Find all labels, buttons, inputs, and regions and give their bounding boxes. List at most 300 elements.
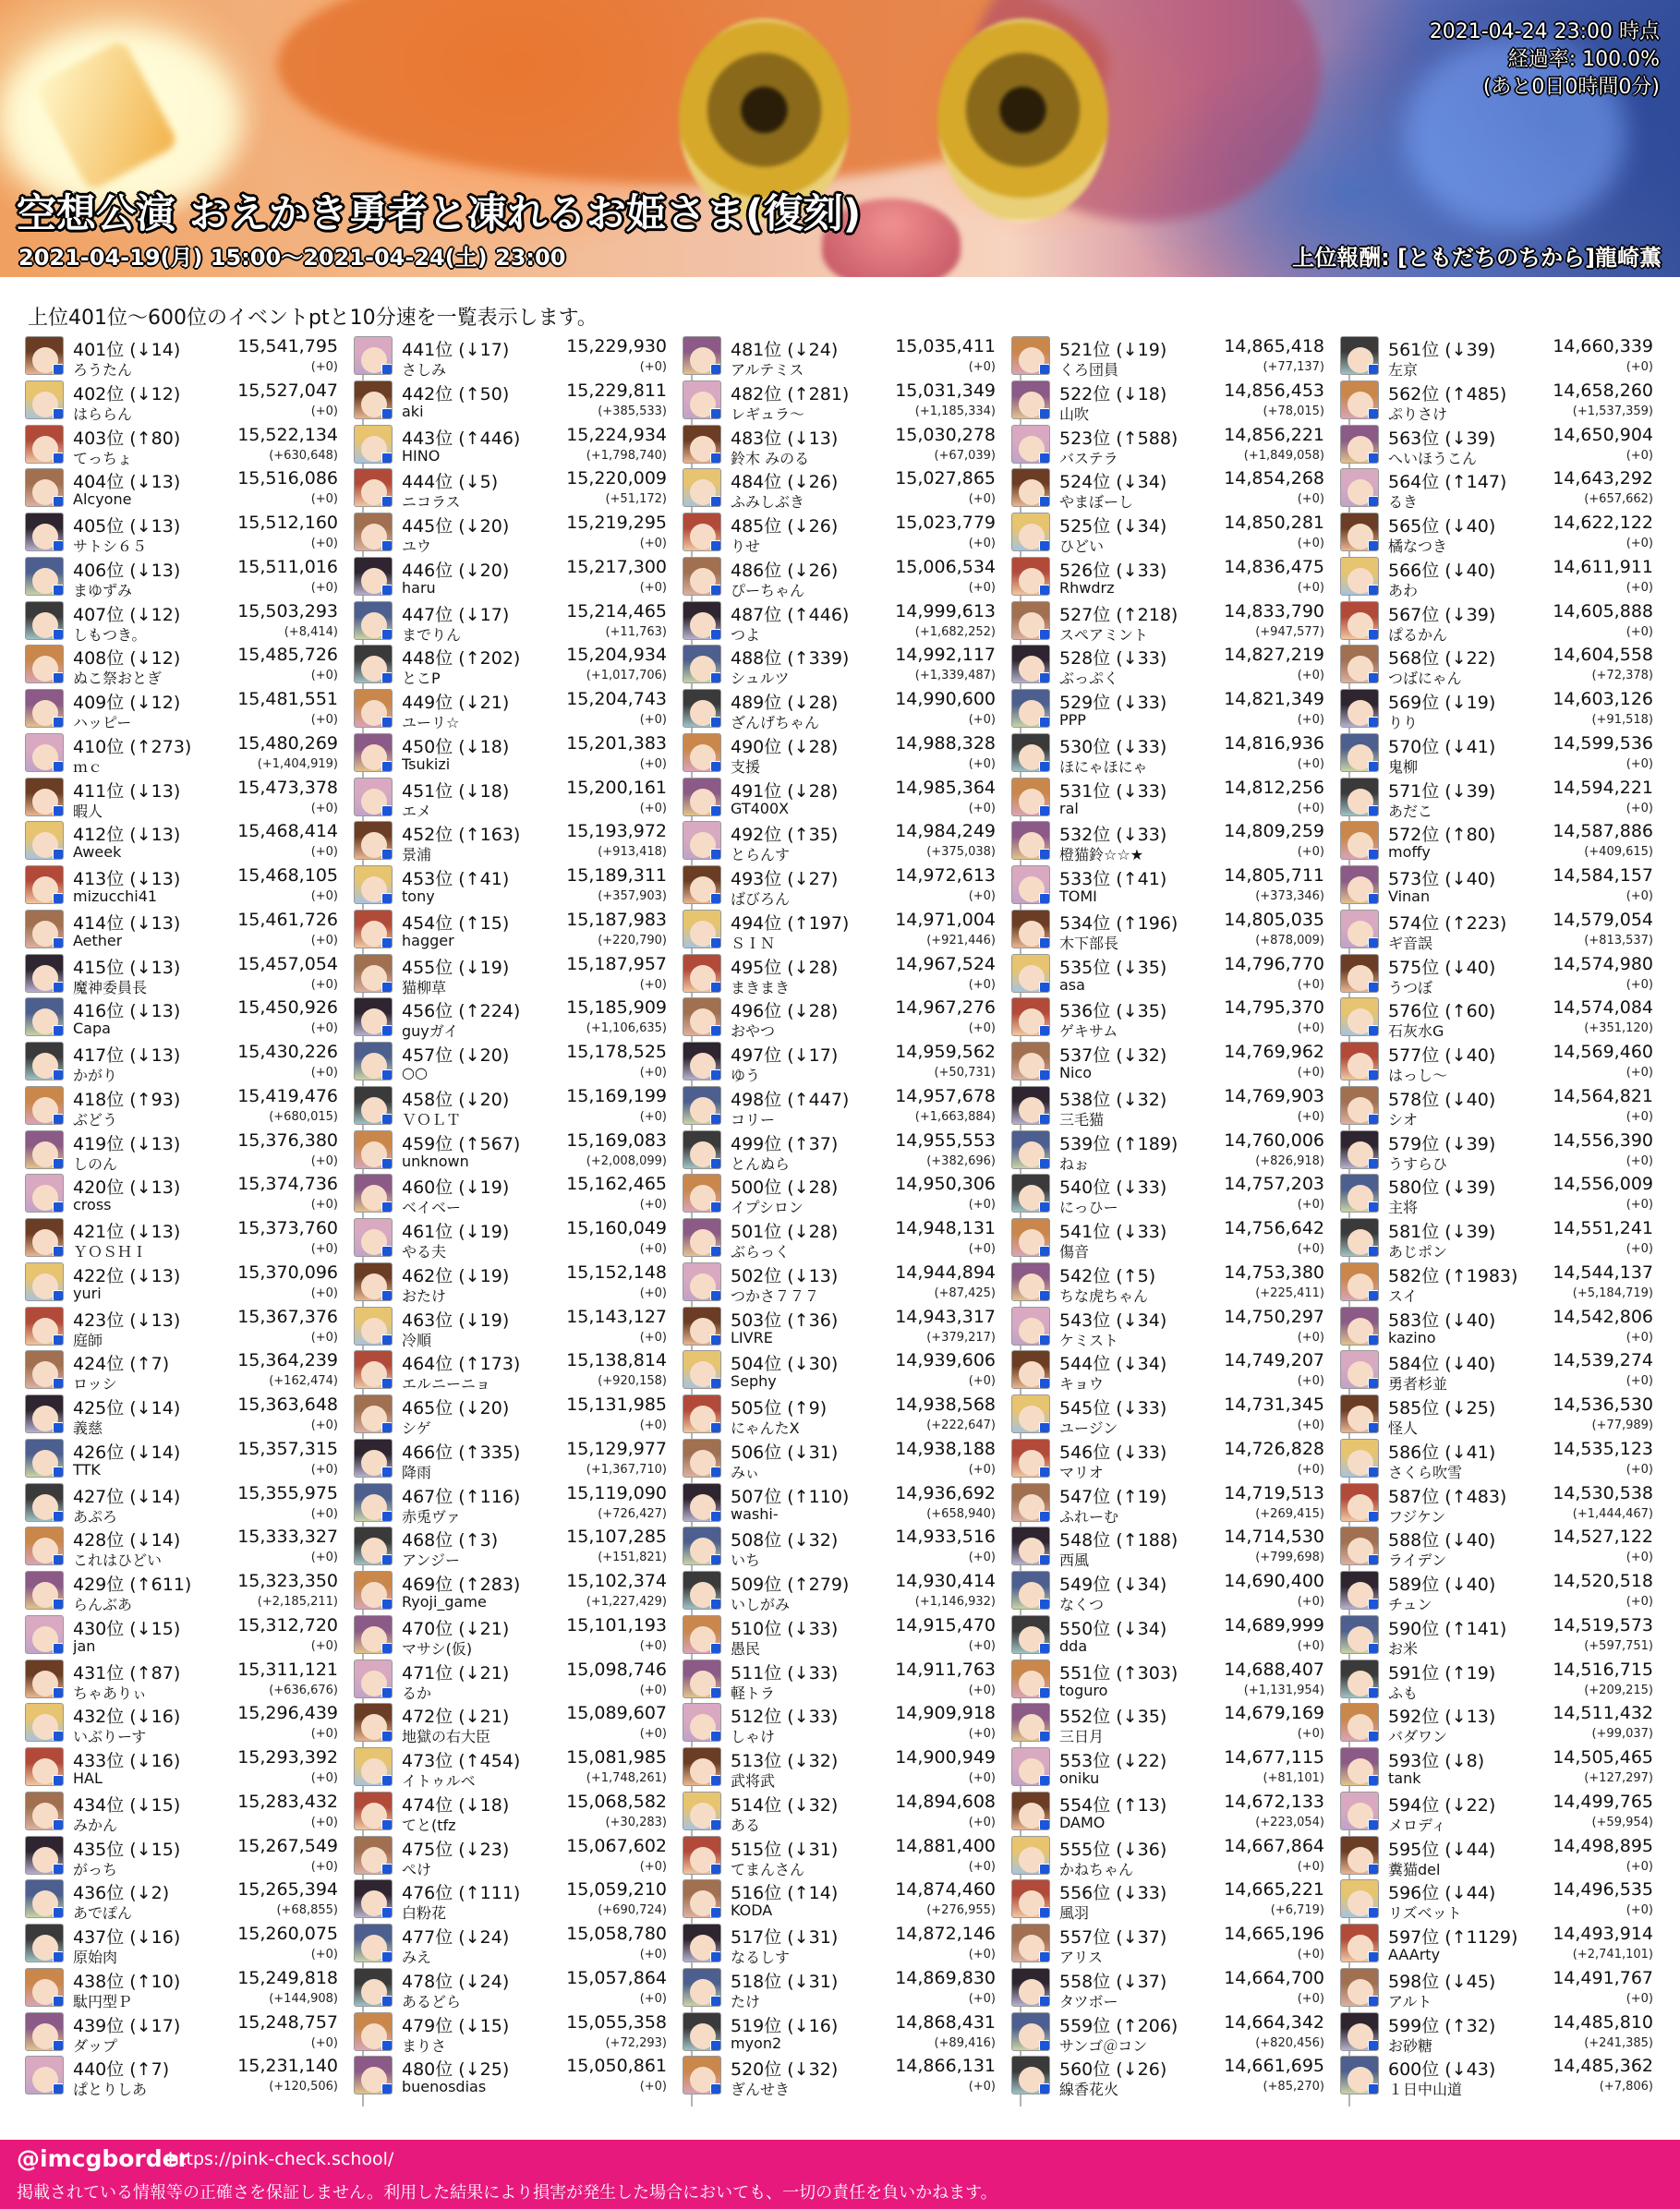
producer-name: まきまき [731,979,791,996]
card-type-badge-icon [53,1290,64,1301]
ranking-entry [351,2010,671,2054]
ranking-entry [351,1128,671,1172]
idol-avatar-icon [1340,2056,1379,2094]
site-url-link[interactable]: https://pink-check.school/ [168,2149,394,2169]
card-type-badge-icon [381,1422,393,1433]
event-points: 14,959,562 [895,1042,996,1062]
producer-name: 愚民 [731,1640,761,1658]
ranking-entry [1337,465,1657,510]
ranking-entry [351,554,671,598]
idol-avatar-icon [683,1307,721,1346]
ten-minute-speed: (+151,821) [598,1551,667,1564]
event-points: 14,865,418 [1224,336,1324,356]
event-points: 14,805,711 [1224,865,1324,886]
producer-name: ロッシ [73,1375,117,1393]
ranking-entry [22,2053,342,2097]
rank-label: 557位 (↓37) [1059,1927,1167,1948]
rank-label: 558位 (↓37) [1059,1972,1167,1992]
producer-name: うつぼ [1388,979,1433,996]
rank-label: 459位 (↑567) [402,1134,521,1154]
event-points: 15,214,465 [566,601,667,622]
ten-minute-speed: (+0) [1626,978,1653,992]
ranking-entry [351,1657,671,1701]
event-points: 15,480,269 [237,733,338,754]
ten-minute-speed: (+2,185,211) [257,1595,338,1609]
card-type-badge-icon [710,1864,721,1875]
card-type-badge-icon [381,1643,393,1654]
rank-label: 569位 (↓19) [1388,693,1496,713]
card-type-badge-icon [1368,1511,1379,1522]
idol-avatar-icon [354,468,393,507]
ranking-entry [1009,1171,1328,1215]
rank-label: 467位 (↑116) [402,1487,521,1507]
ten-minute-speed: (+0) [1626,537,1653,550]
rank-label: 561位 (↓39) [1388,340,1496,360]
idol-avatar-icon [683,997,721,1036]
rank-label: 466位 (↑335) [402,1442,521,1463]
card-type-badge-icon [1039,1599,1050,1610]
producer-name: りり [1388,714,1419,731]
idol-avatar-icon [1340,601,1379,640]
event-points: 14,874,460 [895,1879,996,1900]
producer-name: かがり [73,1067,118,1084]
idol-avatar-icon [354,1747,393,1786]
idol-avatar-icon [25,910,64,948]
ten-minute-speed: (+1,131,954) [1243,1684,1324,1697]
ten-minute-speed: (+0) [310,1154,338,1168]
producer-name: Aweek [73,843,122,861]
idol-avatar-icon [683,1660,721,1698]
ten-minute-speed: (+0) [968,1684,996,1697]
ten-minute-speed: (+225,411) [1255,1286,1324,1300]
idol-avatar-icon [1340,997,1379,1036]
producer-name: みかん [73,1817,118,1834]
producer-name: 駄円型Ｐ [73,1993,133,2010]
event-points: 15,485,726 [237,645,338,665]
ranking-entry [22,1260,342,1304]
ranking-entry [351,1392,671,1436]
ten-minute-speed: (+1,106,635) [586,1021,667,1035]
event-points: 15,229,930 [566,336,667,356]
producer-name: あわ [1388,582,1419,599]
ranking-entry [1337,863,1657,907]
idol-avatar-icon [354,1483,393,1522]
idol-avatar-icon [25,1262,64,1301]
idol-avatar-icon [1340,645,1379,683]
rank-label: 458位 (↓20) [402,1090,510,1110]
ranking-entry [351,818,671,863]
rank-label: 438位 (↑10) [73,1972,181,1992]
rank-label: 497位 (↓17) [731,1045,839,1066]
rank-label: 420位 (↓13) [73,1177,181,1198]
ten-minute-speed: (+0) [1626,581,1653,595]
producer-name: cross [73,1196,112,1213]
rank-label: 537位 (↓32) [1059,1045,1167,1066]
idol-avatar-icon [1011,778,1050,816]
event-points: 15,468,414 [237,821,338,841]
ranking-entry [1337,2053,1657,2097]
card-type-badge-icon [710,1158,721,1169]
producer-name: とこP [402,670,441,687]
rank-label: 504位 (↓30) [731,1354,839,1374]
ten-minute-speed: (+0) [1626,889,1653,903]
idol-avatar-icon [1340,1703,1379,1742]
event-points: 15,419,476 [237,1086,338,1106]
rank-label: 431位 (↑87) [73,1663,181,1684]
ranking-entry [22,1524,342,1568]
ranking-entry [1009,1436,1328,1480]
event-points: 15,323,350 [237,1571,338,1591]
producer-name: とんぬら [731,1155,791,1173]
ranking-entry [22,1789,342,1833]
ranking-entry [351,2053,671,2097]
producer-name: 鬼柳 [1388,758,1419,776]
ranking-entry [351,995,671,1039]
idol-avatar-icon [1011,336,1050,375]
ten-minute-speed: (+78,015) [1263,404,1324,418]
rank-label: 444位 (↓5) [402,472,499,492]
event-points: 15,187,957 [566,954,667,974]
ranking-entry [1337,1128,1657,1172]
event-points: 14,866,131 [895,2056,996,2076]
event-points: 14,611,911 [1553,557,1653,577]
producer-name: Aether [73,932,123,949]
ten-minute-speed: (+385,533) [598,404,667,418]
producer-name: haru [402,579,436,597]
ranking-entry [22,1877,342,1921]
producer-name: ユウ [402,537,432,555]
twitter-handle-link[interactable]: @imcgborder [17,2145,189,2172]
producer-name: 主将 [1388,1199,1419,1216]
ranking-column [680,333,999,2107]
ranking-entry [351,1789,671,1833]
ten-minute-speed: (+0) [1626,1374,1653,1388]
ranking-entry [680,378,999,422]
event-points: 14,690,400 [1224,1571,1324,1591]
ten-minute-speed: (+269,415) [1255,1507,1324,1521]
card-type-badge-icon [1039,585,1050,596]
card-type-badge-icon [53,982,64,993]
event-points: 15,516,086 [237,468,338,489]
ranking-entry [1337,1039,1657,1083]
idol-avatar-icon [1340,336,1379,375]
producer-name: てっちょ [73,450,133,467]
producer-name: チュン [1388,1596,1432,1613]
event-points: 15,512,160 [237,513,338,533]
ten-minute-speed: (+0) [639,1418,667,1432]
ranking-entry [22,1965,342,2010]
producer-name: イプシロン [731,1199,804,1216]
event-points: 14,796,770 [1224,954,1324,974]
event-points: 15,367,376 [237,1307,338,1327]
idol-avatar-icon [683,336,721,375]
ten-minute-speed: (+1,146,932) [914,1595,996,1609]
ten-minute-speed: (+120,506) [269,2080,338,2094]
rank-label: 405位 (↓13) [73,516,181,537]
event-points: 15,169,083 [566,1130,667,1151]
rank-label: 523位 (↑588) [1059,429,1178,449]
event-points: 15,527,047 [237,380,338,401]
rank-label: 544位 (↓34) [1059,1354,1167,1374]
ten-minute-speed: (+0) [1297,757,1324,771]
ranking-entry [1337,1436,1657,1480]
rank-label: 599位 (↑32) [1388,2016,1496,2036]
rank-label: 449位 (↓21) [402,693,510,713]
event-points: 14,872,146 [895,1924,996,1944]
event-points: 14,753,380 [1224,1262,1324,1283]
idol-avatar-icon [25,1924,64,1962]
rank-label: 471位 (↓21) [402,1663,510,1684]
ranking-entry [1009,730,1328,775]
idol-avatar-icon [683,468,721,507]
rank-label: 549位 (↓34) [1059,1575,1167,1595]
idol-avatar-icon [25,821,64,860]
card-type-badge-icon [1039,1554,1050,1565]
idol-avatar-icon [1011,1924,1050,1962]
producer-name: 西風 [1059,1551,1090,1569]
card-type-badge-icon [1039,629,1050,640]
idol-avatar-icon [25,601,64,640]
rank-label: 577位 (↓40) [1388,1045,1496,1066]
rank-label: 571位 (↓39) [1388,781,1496,802]
ten-minute-speed: (+1,367,710) [586,1463,667,1477]
rank-label: 513位 (↓32) [731,1751,839,1771]
producer-name: かねちゃん [1059,1861,1134,1878]
ten-minute-speed: (+0) [968,1639,996,1653]
idol-avatar-icon [25,513,64,551]
event-points: 14,491,767 [1553,1968,1653,1988]
event-points: 15,204,934 [566,645,667,665]
producer-name: Nico [1059,1064,1092,1081]
card-type-badge-icon [53,761,64,772]
idol-avatar-icon [1011,821,1050,860]
rank-label: 503位 (↑36) [731,1310,839,1331]
rank-label: 443位 (↑446) [402,429,521,449]
ranking-entry [1337,1480,1657,1525]
idol-avatar-icon [25,2012,64,2051]
card-type-badge-icon [710,364,721,375]
event-points: 14,664,700 [1224,1968,1324,1988]
rank-label: 597位 (↑1129) [1388,1927,1518,1948]
ranking-entry [22,1568,342,1612]
ten-minute-speed: (+85,270) [1263,2080,1324,2094]
idol-avatar-icon [354,1086,393,1125]
ten-minute-speed: (+1,339,487) [914,669,996,682]
producer-name: 傷音 [1059,1243,1090,1261]
idol-avatar-icon [1011,733,1050,772]
idol-avatar-icon [683,689,721,728]
rank-label: 494位 (↑197) [731,913,850,934]
card-type-badge-icon [1039,805,1050,816]
idol-avatar-icon [25,778,64,816]
ten-minute-speed: (+630,648) [269,449,338,463]
producer-name: なくつ [1059,1596,1105,1613]
ranking-entry [1009,1789,1328,1833]
ten-minute-speed: (+0) [310,404,338,418]
card-type-badge-icon [53,1775,64,1786]
event-points: 15,119,090 [566,1483,667,1503]
card-type-badge-icon [1039,937,1050,948]
ranking-entry [351,1700,671,1744]
event-points: 14,939,606 [895,1350,996,1370]
producer-name: ギ音誤 [1388,935,1433,952]
rank-label: 484位 (↓26) [731,472,839,492]
card-type-badge-icon [710,540,721,551]
card-type-badge-icon [1039,849,1050,860]
ten-minute-speed: (+0) [310,1816,338,1829]
ranking-entry [1009,1921,1328,1965]
rank-label: 512位 (↓33) [731,1707,839,1727]
rank-label: 462位 (↓19) [402,1266,510,1286]
ranking-entry [1337,1392,1657,1436]
rank-label: 536位 (↓35) [1059,1001,1167,1021]
idol-avatar-icon [25,865,64,904]
producer-name: やまぼーし [1059,493,1134,511]
card-type-badge-icon [1368,1246,1379,1257]
ranking-entry [1009,863,1328,907]
rank-label: 412位 (↓13) [73,825,181,845]
ten-minute-speed: (+59,954) [1591,1816,1653,1829]
producer-name: ざんげちゃん [731,714,820,731]
producer-name: 風羽 [1059,1904,1090,1922]
idol-avatar-icon [1340,821,1379,860]
event-points: 14,821,349 [1224,689,1324,709]
card-type-badge-icon [53,672,64,683]
ten-minute-speed: (+8,414) [284,625,338,639]
ten-minute-speed: (+0) [1297,492,1324,506]
card-type-badge-icon [381,982,393,993]
producer-name: やる夫 [402,1243,447,1261]
idol-avatar-icon [1340,1527,1379,1565]
ranking-entry [22,1171,342,1215]
event-points: 15,461,726 [237,910,338,930]
ten-minute-speed: (+0) [968,1816,996,1829]
ten-minute-speed: (+5,184,719) [1572,1286,1653,1300]
rank-label: 421位 (↓13) [73,1222,181,1242]
event-points: 15,152,148 [566,1262,667,1283]
event-points: 14,930,414 [895,1571,996,1591]
ranking-entry [1337,1083,1657,1128]
rank-label: 436位 (↓2) [73,1883,170,1903]
card-type-badge-icon [1039,1334,1050,1346]
event-points: 14,984,249 [895,821,996,841]
producer-name: TOMI [1059,887,1097,905]
event-points: 14,556,009 [1553,1174,1653,1194]
ranking-entry [22,333,342,378]
ranking-column [1337,333,1657,2107]
ten-minute-speed: (+1,227,429) [586,1595,667,1609]
ten-minute-speed: (+0) [968,1198,996,1212]
ranking-entry [1337,1612,1657,1657]
ranking-entry [680,1083,999,1128]
rank-label: 401位 (↓14) [73,340,181,360]
ten-minute-speed: (+0) [1297,1374,1324,1388]
producer-name: までりん [402,626,462,644]
producer-name: 橘なつき [1388,537,1448,555]
producer-name: お砂糖 [1388,2037,1433,2055]
event-points: 14,933,516 [895,1527,996,1547]
rank-label: 535位 (↓35) [1059,958,1167,978]
ranking-entry [351,1171,671,1215]
event-points: 14,944,894 [895,1262,996,1283]
rank-label: 481位 (↓24) [731,340,839,360]
card-type-badge-icon [710,1775,721,1786]
idol-avatar-icon [354,1968,393,2007]
card-type-badge-icon [381,1467,393,1478]
card-type-badge-icon [1368,629,1379,640]
producer-name: 降雨 [402,1464,432,1481]
card-type-badge-icon [1368,849,1379,860]
idol-avatar-icon [354,954,393,993]
ranking-entry [680,1524,999,1568]
producer-name: 地獄の右大臣 [402,1728,491,1745]
rank-label: 480位 (↓25) [402,2059,510,2080]
producer-name: ○○ [402,1064,428,1081]
card-type-badge-icon [381,849,393,860]
producer-name: ゲキサム [1059,1022,1118,1040]
event-points: 14,856,221 [1224,425,1324,445]
producer-name: Alcyone [73,490,132,508]
rank-label: 580位 (↓39) [1388,1177,1496,1198]
ranking-entry [1009,1524,1328,1568]
producer-name: 木下部長 [1059,935,1119,952]
ten-minute-speed: (+0) [968,1948,996,1962]
event-points: 15,376,380 [237,1130,338,1151]
card-type-badge-icon [381,1069,393,1080]
ten-minute-speed: (+658,940) [926,1507,996,1521]
card-type-badge-icon [1368,982,1379,993]
ten-minute-speed: (+0) [1297,978,1324,992]
ten-minute-speed: (+597,751) [1584,1639,1653,1653]
card-type-badge-icon [53,1687,64,1698]
ranking-entry [22,642,342,686]
card-type-badge-icon [53,629,64,640]
card-type-badge-icon [1039,893,1050,904]
producer-name: 左京 [1388,361,1419,379]
ranking-entry [351,1347,671,1392]
idol-avatar-icon [683,1042,721,1080]
event-points: 14,539,274 [1553,1350,1653,1370]
event-points: 15,098,746 [566,1660,667,1680]
event-points: 14,672,133 [1224,1792,1324,1812]
event-points: 14,604,558 [1553,645,1653,665]
ten-minute-speed: (+0) [639,978,667,992]
ten-minute-speed: (+0) [310,889,338,903]
card-type-badge-icon [1039,1864,1050,1875]
producer-name: スペアミント [1059,626,1149,644]
producer-name: ライデン [1388,1551,1447,1569]
rank-label: 474位 (↓18) [402,1795,510,1816]
producer-name: アルト [1388,1993,1432,2010]
card-type-badge-icon [710,1025,721,1036]
event-points: 15,200,161 [566,778,667,798]
ten-minute-speed: (+50,731) [934,1066,996,1080]
event-points: 14,542,806 [1553,1307,1653,1327]
card-type-badge-icon [710,1996,721,2007]
card-type-badge-icon [53,1599,64,1610]
rank-label: 525位 (↓34) [1059,516,1167,537]
event-points: 14,836,475 [1224,557,1324,577]
rank-label: 440位 (↑7) [73,2059,170,2080]
ten-minute-speed: (+0) [968,1021,996,1035]
event-points: 14,556,390 [1553,1130,1653,1151]
ranking-entry [1337,907,1657,951]
card-type-badge-icon [53,937,64,948]
idol-avatar-icon [25,1615,64,1654]
event-points: 14,795,370 [1224,997,1324,1018]
ranking-entry [680,995,999,1039]
card-type-badge-icon [381,1687,393,1698]
